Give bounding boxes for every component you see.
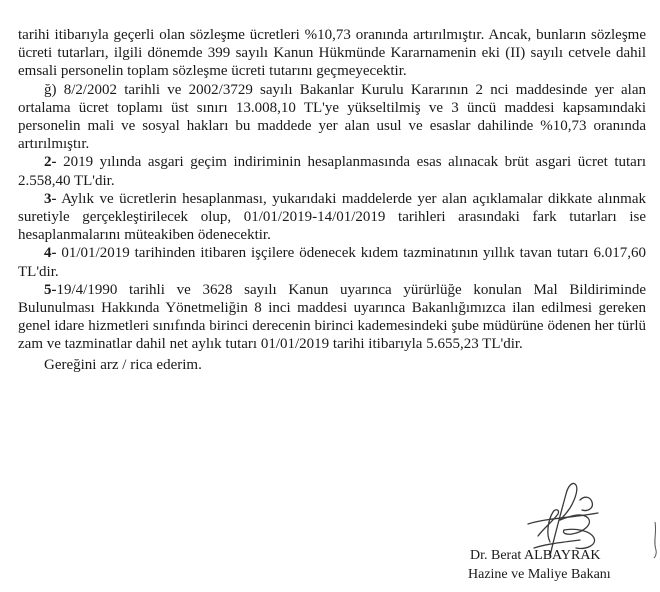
paragraph-text: tarihi itibarıyla geçerli olan sözleşme ücretleri %10,73 oranında artırılmıştır. Ancak, bunların sözleşme ücreti tutarları, ilgili dönemde 399 sayılı Kanun Hükmünde Kararnamenin eki (II) sayılı cetvele dahil emsali personelin toplam sözleşme ücreti tutarını geçmeyecektir. — [18, 27, 646, 80]
signature-block — [462, 478, 652, 588]
paragraph-text: 2019 yılında asgari geçim indiriminin hesaplanmasında esas alınacak brüt asgari ücret tutarı 2.558,40 TL'dir. — [18, 154, 646, 189]
closing-text: Gereğini arz / rica ederim. — [44, 356, 202, 373]
paragraph-item-2 — [18, 153, 646, 189]
paragraph-item-5 — [18, 281, 646, 354]
signer-name: Dr. Berat ALBAYRAK — [470, 548, 601, 563]
item-number: 3- — [44, 190, 57, 207]
item-number: 2- — [44, 154, 57, 171]
paragraph-item-g — [18, 81, 646, 154]
paragraph-text: ğ) 8/2/2002 tarihli ve 2002/3729 sayılı Bakanlar Kurulu Kararının 2 nci maddesinde yer alan ortalama ücret toplamı üst sınırı 13.008,10 TL'ye yükseltilmiş ve 3 üncü maddesi kapsamındaki personelin mali ve sosyal hakları bu maddede yer alan usul ve esaslar dahilinde %10,73 oranında artırılmıştır. — [18, 81, 646, 153]
paragraph-continuation — [18, 26, 646, 81]
paragraph-text: Aylık ve ücretlerin hesaplanması, yukarıdaki maddelerde yer alan açıklamalar dikkate alınmak suretiyle gerçekleştirilecek olup, 01/01/2019-14/01/2019 tarihleri arasındaki fark tutarları ise hesaplanmalarını müteakiben ödenecektir. — [18, 190, 646, 244]
closing-line — [18, 356, 646, 374]
paragraph-item-4 — [18, 244, 646, 280]
paragraph-text: 19/4/1990 tarihli ve 3628 sayılı Kanun uyarınca yürürlüğe konulan Mal Bildiriminde Bulunulması Hakkında Yönetmeliğin 8 inci maddesi uyarınca Bakanlığımızca ilan edilmesi gereken genel idare hizmetleri sınıfında birinci derecenin birinci kademesindeki şube müdürüne ödenen her türlü zam ve tazminatlar dahil net aylık tutarı 01/01/2019 tarihi itibarıyla 5.655,23 TL'dir. — [18, 281, 646, 353]
item-number: 4- — [44, 245, 57, 262]
paragraph-text: 01/01/2019 tarihinden itibaren işçilere ödenecek kıdem tazminatının yıllık tavan tutarı 6.017,60 TL'dir. — [18, 245, 646, 280]
signer-title: Hazine ve Maliye Bakanı — [468, 567, 611, 582]
margin-mark — [651, 520, 659, 560]
paragraph-item-3 — [18, 190, 646, 245]
document-body — [18, 26, 646, 374]
item-number: 5- — [44, 281, 57, 298]
